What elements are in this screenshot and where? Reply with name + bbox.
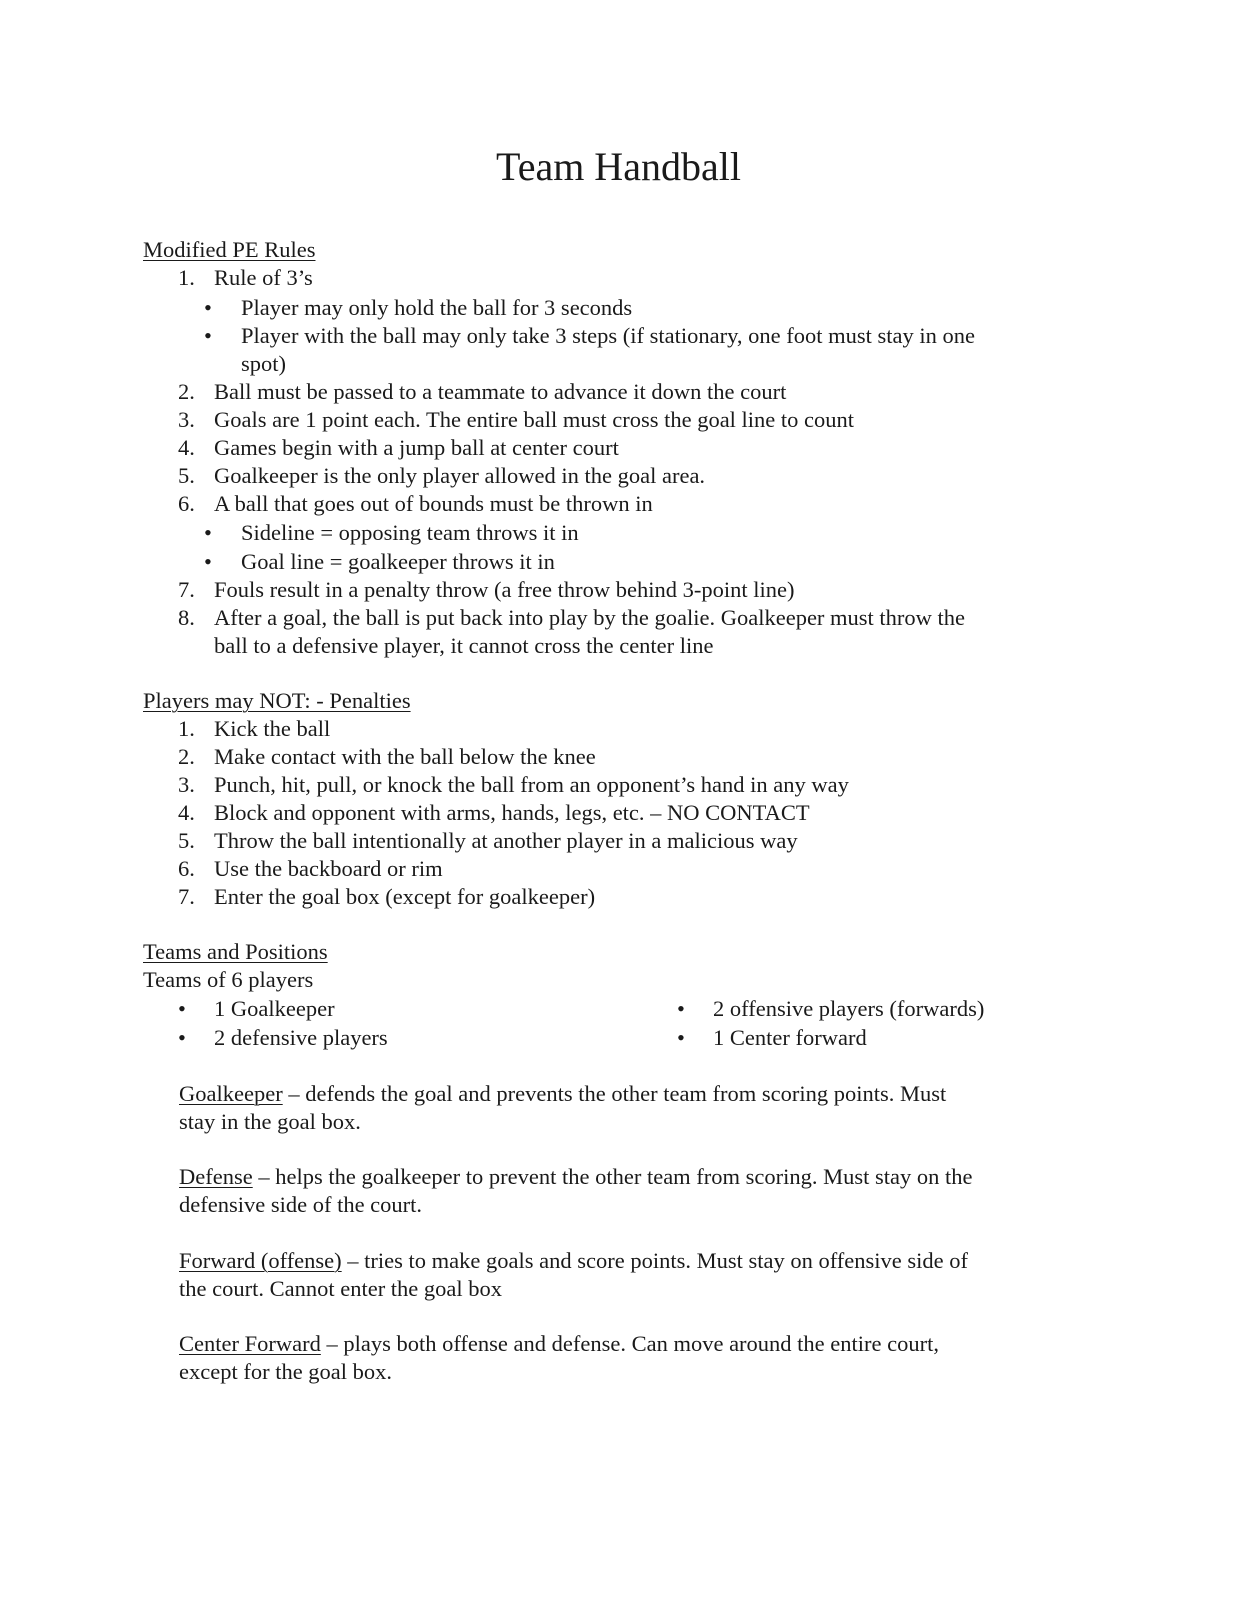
penalty-number: 1. [178,716,195,741]
rule-number: 7. [178,577,195,602]
rule-number: 8. [178,605,195,630]
position-term: Defense [179,1164,253,1189]
page-title: Team Handball [496,144,741,189]
bullet-icon: • [178,1025,186,1050]
sub-bullet-text: Player may only hold the ball for 3 seconds [241,295,633,320]
penalty-text: Kick the ball [214,716,331,741]
rule-number: 5. [178,463,195,488]
rule-number: 1. [178,265,195,290]
bullet-icon: • [677,996,685,1021]
position-desc: – helps the goalkeeper to prevent the other team from scoring. Must stay on the [252,1164,973,1189]
bullet-icon: • [204,520,212,545]
rule-text: Fouls result in a penalty throw (a free throw behind 3-point line) [214,577,795,602]
team-bullet-text: 2 offensive players (forwards) [713,996,985,1021]
sub-bullet-text: Goal line = goalkeeper throws it in [241,549,555,574]
position-term: Forward (offense) [179,1248,342,1273]
rule-number: 2. [178,379,195,404]
rule-text: Goalkeeper is the only player allowed in the goal area. [214,463,706,488]
sub-bullet-text-cont: spot) [241,351,286,376]
rule-text: Goals are 1 point each. The entire ball must cross the goal line to count [214,407,855,432]
sub-bullet-text: Sideline = opposing team throws it in [241,520,579,545]
penalty-text: Use the backboard or rim [214,856,443,881]
penalty-number: 6. [178,856,195,881]
rule-text-cont: ball to a defensive player, it cannot cross the center line [214,633,714,658]
team-bullet-text: 2 defensive players [214,1025,388,1050]
position-desc: – tries to make goals and score points. Must stay on offensive side of [341,1248,969,1273]
penalty-number: 2. [178,744,195,769]
penalty-number: 3. [178,772,195,797]
penalty-text: Block and opponent with arms, hands, legs, etc. – NO CONTACT [214,800,810,825]
rule-text: Rule of 3’s [214,265,313,290]
penalty-text: Punch, hit, pull, or knock the ball from an opponent’s hand in any way [214,772,849,797]
position-desc-cont: defensive side of the court. [179,1192,423,1217]
bullet-icon: • [204,323,212,348]
position-center-forward [179,1330,939,1358]
bullet-icon: • [204,295,212,320]
penalty-number: 4. [178,800,195,825]
rule-number: 4. [178,435,195,460]
position-goalkeeper [179,1080,946,1108]
position-desc-cont: the court. Cannot enter the goal box [179,1276,503,1301]
rule-text: Games begin with a jump ball at center court [214,435,619,460]
position-forward [179,1247,968,1275]
bullet-icon: • [204,549,212,574]
penalty-text: Make contact with the ball below the knee [214,744,596,769]
position-term: Goalkeeper [179,1081,283,1106]
section-heading-penalties: Players may NOT: - Penalties [143,688,411,713]
penalty-text: Throw the ball intentionally at another player in a malicious way [214,828,798,853]
rule-item [178,264,195,292]
teams-subtitle: Teams of 6 players [143,967,314,992]
rule-text: A ball that goes out of bounds must be thrown in [214,491,653,516]
penalty-number: 5. [178,828,195,853]
rule-text: After a goal, the ball is put back into play by the goalie. Goalkeeper must throw the [214,605,966,630]
penalty-text: Enter the goal box (except for goalkeeper) [214,884,596,909]
rule-number: 6. [178,491,195,516]
team-bullet-text: 1 Goalkeeper [214,996,335,1021]
position-desc-cont: stay in the goal box. [179,1109,361,1134]
rule-number: 3. [178,407,195,432]
bullet-icon: • [677,1025,685,1050]
position-defense [179,1163,973,1191]
position-term: Center Forward [179,1331,321,1356]
position-desc-cont: except for the goal box. [179,1359,393,1384]
bullet-icon: • [178,996,186,1021]
rule-text: Ball must be passed to a teammate to advance it down the court [214,379,787,404]
position-desc: – plays both offense and defense. Can move around the entire court, [320,1331,939,1356]
team-bullet-text: 1 Center forward [713,1025,867,1050]
section-heading-teams: Teams and Positions [143,939,328,964]
position-desc: – defends the goal and prevents the other team from scoring points. Must [282,1081,947,1106]
section-heading-rules: Modified PE Rules [143,237,316,262]
penalty-number: 7. [178,884,195,909]
sub-bullet-text: Player with the ball may only take 3 steps (if stationary, one foot must stay in one [241,323,976,348]
